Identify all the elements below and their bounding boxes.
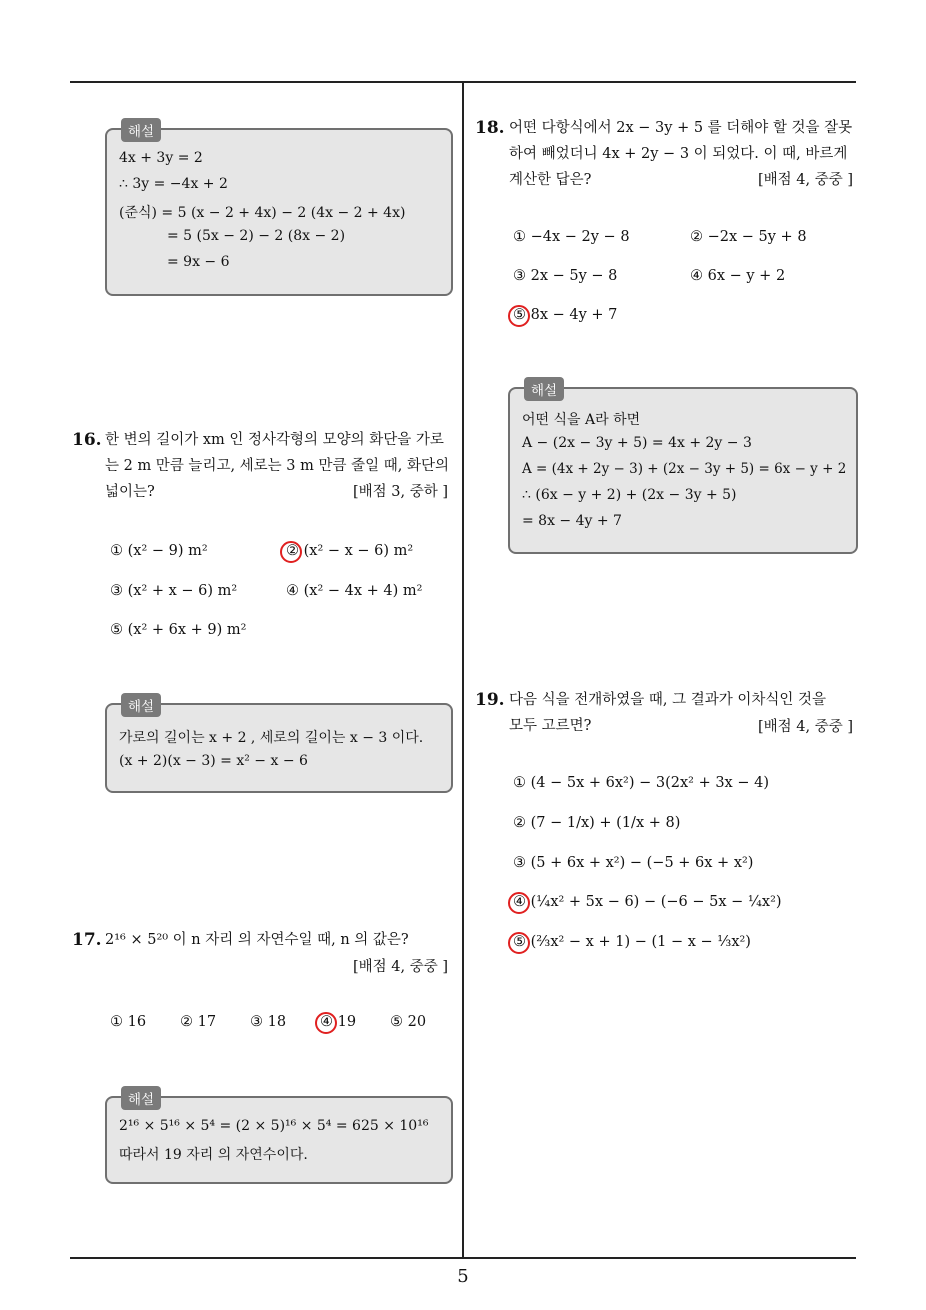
question-text-line: 한 변의 길이가 xm 인 정사각형의 모양의 화단을 가로 <box>105 432 444 448</box>
answer-mark <box>508 305 530 327</box>
question-18 <box>475 118 859 198</box>
solution-tag: 해설 <box>121 118 161 142</box>
page-number: 5 <box>457 1266 469 1287</box>
answer-mark <box>315 1012 337 1034</box>
question-meta: [배점 4, 중중 ] <box>757 719 853 735</box>
solution-line: ∴ 3y = −4x + 2 <box>119 176 228 192</box>
solution-tag: 해설 <box>121 693 161 717</box>
question-number: 17. <box>72 930 102 950</box>
solution-line: 가로의 길이는 x + 2 , 세로의 길이는 x − 3 이다. <box>119 730 424 746</box>
question-text: 2¹⁶ × 5²⁰ 이 n 자리 의 자연수일 때, n 의 값은? <box>105 932 409 948</box>
solution-tag: 해설 <box>524 377 564 401</box>
solution-line: 4x + 3y = 2 <box>119 150 203 166</box>
option-2[interactable]: ② −2x − 5y + 8 <box>690 229 807 245</box>
question-16 <box>72 430 452 520</box>
option-1[interactable]: ① (4 − 5x + 6x²) − 3(2x² + 3x − 4) <box>513 775 769 791</box>
question-meta: [배점 4, 중중 ] <box>757 172 853 188</box>
solution-line: (준식) = 5 (x − 2 + 4x) − 2 (4x − 2 + 4x) <box>119 205 406 221</box>
question-19 <box>475 690 859 746</box>
question-text-line: 계산한 답은? <box>509 172 592 188</box>
solution-box-17 <box>105 1092 453 1184</box>
option-5[interactable]: ⑤ (⅔x² − x + 1) − (1 − x − ⅓x²) <box>513 934 751 950</box>
option-4[interactable]: ④ 6x − y + 2 <box>690 268 786 284</box>
option-1[interactable]: ① (x² − 9) m² <box>110 543 208 559</box>
solution-line: 2¹⁶ × 5¹⁶ × 5⁴ = (2 × 5)¹⁶ × 5⁴ = 625 × 10¹⁶ <box>119 1118 429 1134</box>
solution-line: 어떤 식을 A라 하면 <box>522 412 641 428</box>
question-text-line: 넓이는? <box>105 484 155 500</box>
question-meta: [배점 3, 중하 ] <box>352 484 448 500</box>
question-meta: [배점 4, 중중 ] <box>352 959 448 975</box>
solution-line: 따라서 19 자리 의 자연수이다. <box>119 1147 308 1163</box>
bottom-rule <box>70 1257 856 1259</box>
option-4[interactable]: ④ 19 <box>320 1014 357 1030</box>
question-text-line: 다음 식을 전개하였을 때, 그 결과가 이차식인 것을 <box>509 692 827 708</box>
question-text-line: 하여 빼었더니 4x + 2y − 3 이 되었다. 이 때, 바르게 <box>509 146 848 162</box>
option-4[interactable]: ④ (x² − 4x + 4) m² <box>286 583 423 599</box>
solution-line: A − (2x − 3y + 5) = 4x + 2y − 3 <box>522 435 752 451</box>
option-2[interactable]: ② (x² − x − 6) m² <box>286 543 414 559</box>
solution-line: = 8x − 4y + 7 <box>522 513 622 529</box>
option-2[interactable]: ② (7 − 1/x) + (1/x + 8) <box>513 815 681 831</box>
solution-line: (x + 2)(x − 3) = x² − x − 6 <box>119 753 308 769</box>
question-number: 18. <box>475 118 505 138</box>
option-1[interactable]: ① −4x − 2y − 8 <box>513 229 630 245</box>
solution-tag: 해설 <box>121 1086 161 1110</box>
option-4[interactable]: ④ (¼x² + 5x − 6) − (−6 − 5x − ¼x²) <box>513 894 782 910</box>
question-number: 16. <box>72 430 102 450</box>
question-text-line: 모두 고르면? <box>509 718 592 734</box>
question-number: 19. <box>475 690 505 710</box>
solution-box-15 <box>105 124 453 296</box>
column-divider <box>462 82 464 1258</box>
solution-line: = 5 (5x − 2) − 2 (8x − 2) <box>167 228 346 244</box>
question-text-line: 어떤 다항식에서 2x − 3y + 5 를 더해야 할 것을 잘못 <box>509 120 853 136</box>
option-5[interactable]: ⑤ 20 <box>390 1014 427 1030</box>
option-3[interactable]: ③ (5 + 6x + x²) − (−5 + 6x + x²) <box>513 855 754 871</box>
question-17 <box>72 930 452 980</box>
answer-mark <box>508 892 530 914</box>
option-5[interactable]: ⑤ 8x − 4y + 7 <box>513 307 618 323</box>
option-5[interactable]: ⑤ (x² + 6x + 9) m² <box>110 622 247 638</box>
question-text-line: 는 2 m 만큼 늘리고, 세로는 3 m 만큼 줄일 때, 화단의 <box>105 458 449 474</box>
option-3[interactable]: ③ (x² + x − 6) m² <box>110 583 238 599</box>
solution-line: A = (4x + 2y − 3) + (2x − 3y + 5) = 6x − y + 2 <box>522 461 847 477</box>
option-3[interactable]: ③ 2x − 5y − 8 <box>513 268 618 284</box>
answer-mark <box>508 932 530 954</box>
answer-mark <box>280 541 302 563</box>
solution-line: ∴ (6x − y + 2) + (2x − 3y + 5) <box>522 487 737 503</box>
solution-box-18 <box>508 383 858 554</box>
option-1[interactable]: ① 16 <box>110 1014 147 1030</box>
solution-box-16 <box>105 699 453 793</box>
option-2[interactable]: ② 17 <box>180 1014 217 1030</box>
option-3[interactable]: ③ 18 <box>250 1014 287 1030</box>
solution-line: = 9x − 6 <box>167 254 230 270</box>
